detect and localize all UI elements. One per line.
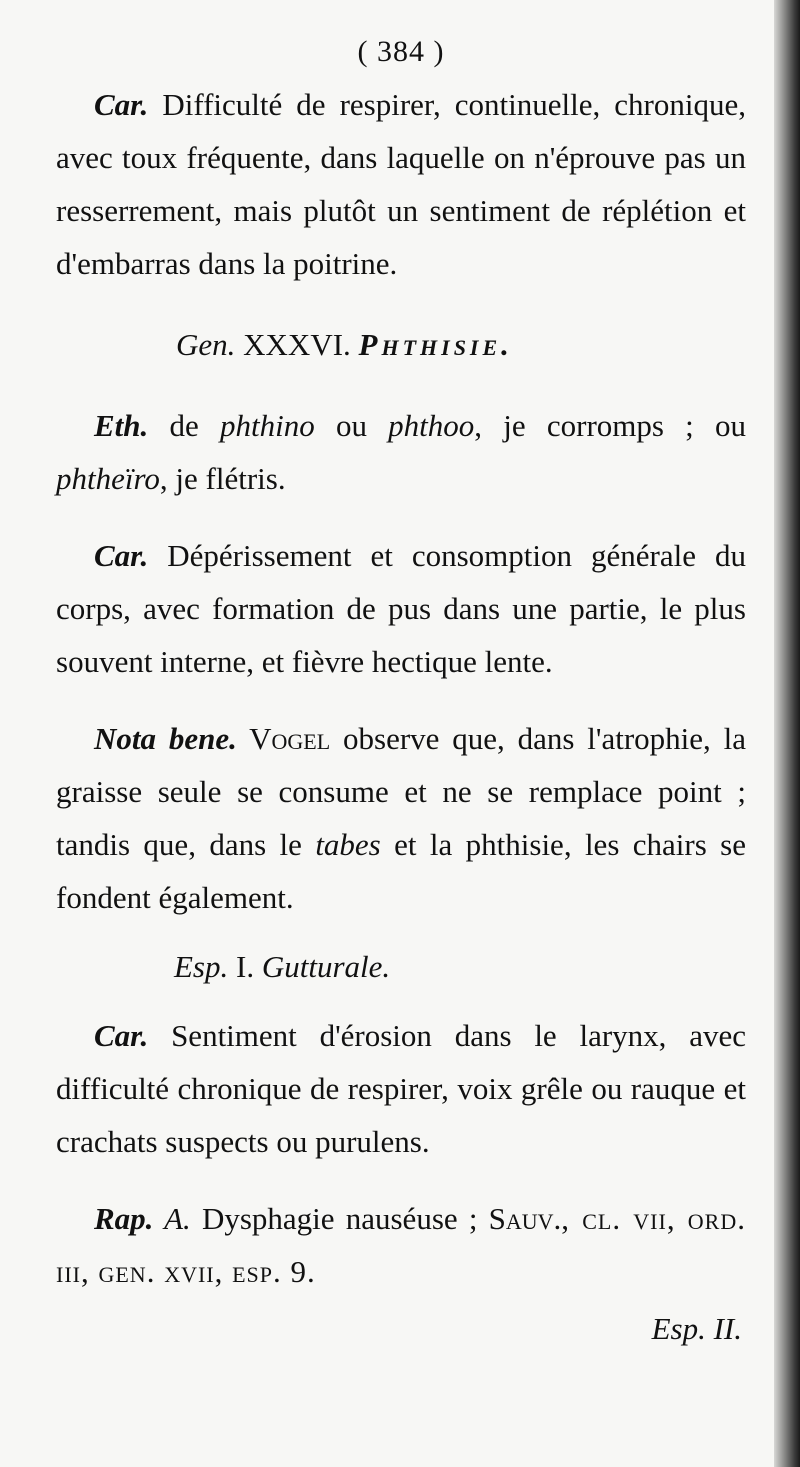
paragraph-text: Difficulté de respirer, continuelle, chronique, avec toux fréquente, dans laquelle on n'éprouve pas un resserrement, mais plutôt un sentiment de réplétion et d'embarras dans la poitrine.	[56, 87, 746, 281]
nota-word-tabes: tabes	[315, 827, 381, 862]
etym-text-1: de	[148, 408, 220, 443]
etym-word-2: phthoo	[388, 408, 475, 443]
label-rap: Rap.	[94, 1201, 154, 1236]
genus-prefix: Gen.	[176, 327, 236, 362]
nota-text-1: observe que, dans l'atrophie, la graisse seule se consume et ne se remplace point ; tandis que, dans le	[56, 721, 746, 862]
paragraph-characteristics-2	[56, 529, 746, 688]
paragraph-text: Dépérissement et consomption générale du corps, avec formation de pus dans une partie, le plus souvent interne, et fièvre hectique lente.	[56, 538, 746, 679]
etym-text-4: , je flétris.	[159, 461, 286, 496]
genus-heading	[56, 318, 746, 371]
species-number: I.	[228, 949, 262, 984]
label-car: Car.	[94, 1018, 149, 1053]
genus-name: Phthisie.	[358, 327, 513, 362]
label-car: Car.	[94, 538, 149, 573]
label-car: Car.	[94, 87, 149, 122]
paragraph-etymology	[56, 399, 746, 505]
author-vogel: Vogel	[236, 721, 331, 756]
label-eth: Eth.	[94, 408, 149, 443]
etym-word-3: phtheïro	[56, 461, 160, 496]
page-number: ( 384 )	[357, 35, 445, 68]
rap-text-1: Dysphagie nauséuse ;	[190, 1201, 489, 1236]
rap-text-2: , cl. vii, ord. iii, gen. xvii, esp. 9.	[56, 1201, 746, 1289]
etym-text-2: ou	[314, 408, 389, 443]
binding-edge	[774, 0, 800, 1467]
page-content	[56, 26, 746, 1355]
etym-text-3: , je corromps ; ou	[474, 408, 746, 443]
paragraph-rapport	[56, 1192, 746, 1298]
etym-word-1: phthino	[219, 408, 315, 443]
paragraph-text: Sentiment d'érosion dans le larynx, avec difficulté chronique de respirer, voix grêle ou rauque et crachats suspects ou purulens.	[56, 1018, 746, 1159]
genus-number: XXXVI.	[235, 327, 359, 362]
species-prefix: Esp.	[174, 949, 229, 984]
species-name: Gutturale.	[261, 949, 391, 984]
rap-letter: A.	[153, 1201, 191, 1236]
catchword: Esp. II.	[651, 1311, 742, 1346]
paragraph-nota-bene	[56, 712, 746, 924]
author-sauv: Sauv.	[488, 1201, 562, 1236]
paragraph-characteristics-1	[56, 78, 746, 290]
paragraph-characteristics-3	[56, 1009, 746, 1168]
label-nota-bene: Nota bene.	[94, 721, 237, 756]
species-heading	[56, 940, 746, 993]
nota-text-2: et la phthisie, les chairs se fondent également.	[56, 827, 746, 915]
